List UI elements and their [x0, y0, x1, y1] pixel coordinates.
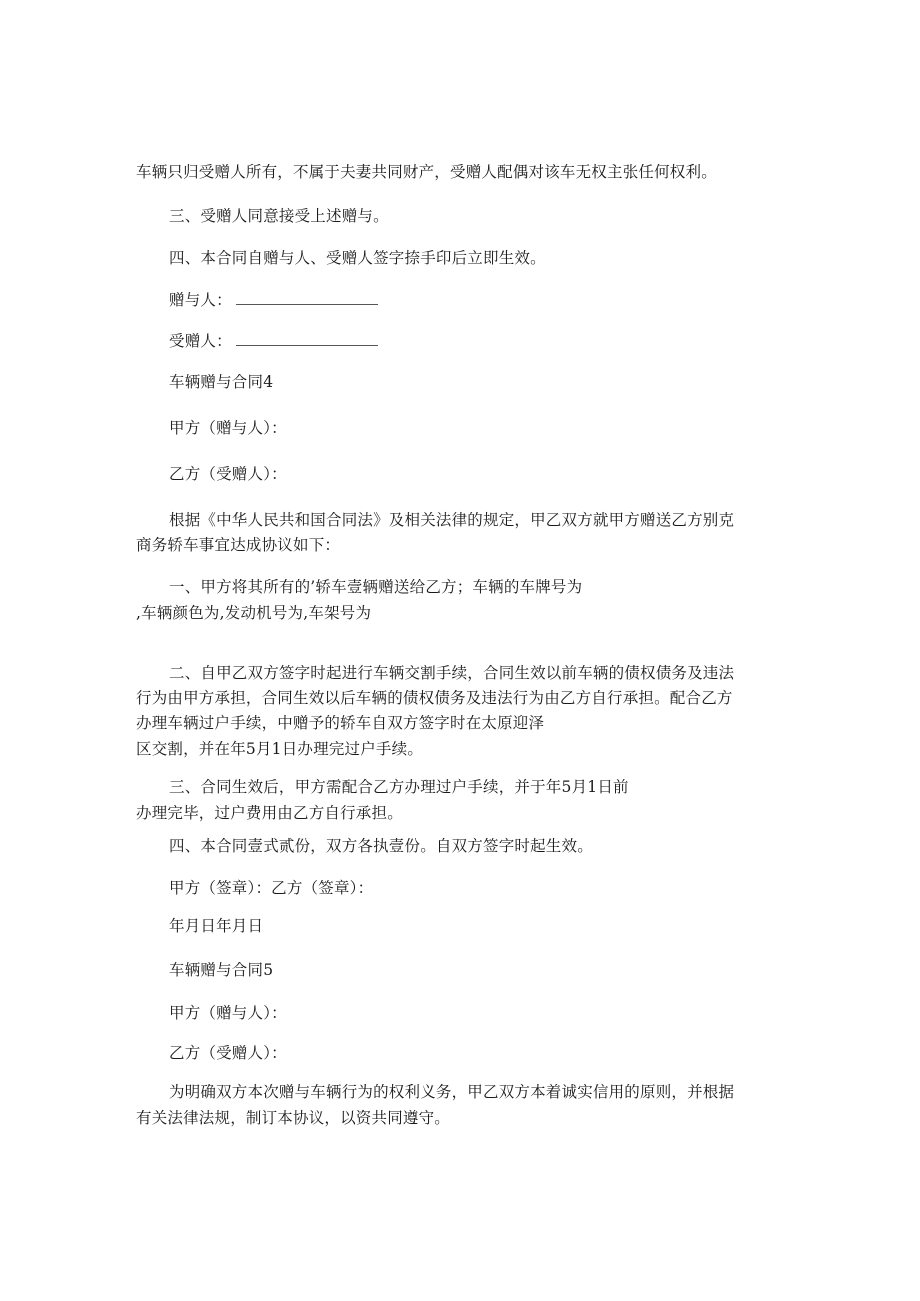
donor-signature-line [169, 290, 378, 310]
recipient-signature-line [169, 331, 378, 351]
text-line: ,车辆颜色为,发动机号为,车架号为 [136, 604, 372, 622]
donor-signature-blank [236, 292, 378, 305]
signature-block: 甲方（签章）：乙方（签章）： [169, 879, 374, 897]
text-line: 一、甲方将其所有的’轿车壹辆赠送给乙方；车辆的车牌号为 [169, 578, 583, 596]
text-line: 办理车辆过户手续，中赠予的轿车自双方签字时在太原迎泽 [136, 714, 545, 732]
recipient-signature-blank [236, 333, 378, 346]
party-b: 乙方（受赠人）： [169, 1044, 287, 1062]
text-line: 车辆只归受赠人所有，不属于夫妻共同财产，受赠人配偶对该车无权主张任何权利。 [136, 163, 717, 181]
party-b: 乙方（受赠人）： [169, 465, 287, 483]
text-line: 行为由甲方承担，合同生效以后车辆的债权债务及违法行为由乙方自行承担。配合乙方 [136, 689, 733, 707]
text-line: 办理完毕，过户费用由乙方自行承担。 [136, 804, 403, 822]
recipient-label: 受赠人： [169, 332, 232, 350]
text-line: 三、受赠人同意接受上述赠与。 [169, 207, 389, 225]
text-line: 二、自甲乙双方签字时起进行车辆交割手续，合同生效以前车辆的债权债务及违法 [169, 664, 735, 682]
date-line: 年月日年月日 [169, 917, 264, 935]
text-line: 有关法律法规，制订本协议，以资共同遵守。 [136, 1109, 451, 1127]
party-a: 甲方（赠与人）： [169, 1004, 287, 1022]
text-line: 为明确双方本次赠与车辆行为的权利义务，甲乙双方本着诚实信用的原则，并根据 [169, 1083, 735, 1101]
text-line: 商务轿车事宜达成协议如下： [136, 536, 341, 554]
text-line: 四、本合同壹式贰份，双方各执壹份。自双方签字时起生效。 [169, 837, 593, 855]
section-title: 车辆赠与合同4 [169, 373, 274, 391]
text-line: 三、合同生效后，甲方需配合乙方办理过户手续，并于年5月1日前 [169, 778, 629, 796]
text-line: 四、本合同自赠与人、受赠人签字捺手印后立即生效。 [169, 249, 546, 267]
donor-label: 赠与人： [169, 291, 232, 309]
party-a: 甲方（赠与人）： [169, 419, 287, 437]
text-line: 区交割，并在年5月1日办理完过户手续。 [136, 740, 424, 758]
text-line: 根据《中华人民共和国合同法》及相关法律的规定，甲乙双方就甲方赠送乙方别克 [169, 511, 735, 529]
section-title: 车辆赠与合同5 [169, 961, 274, 979]
